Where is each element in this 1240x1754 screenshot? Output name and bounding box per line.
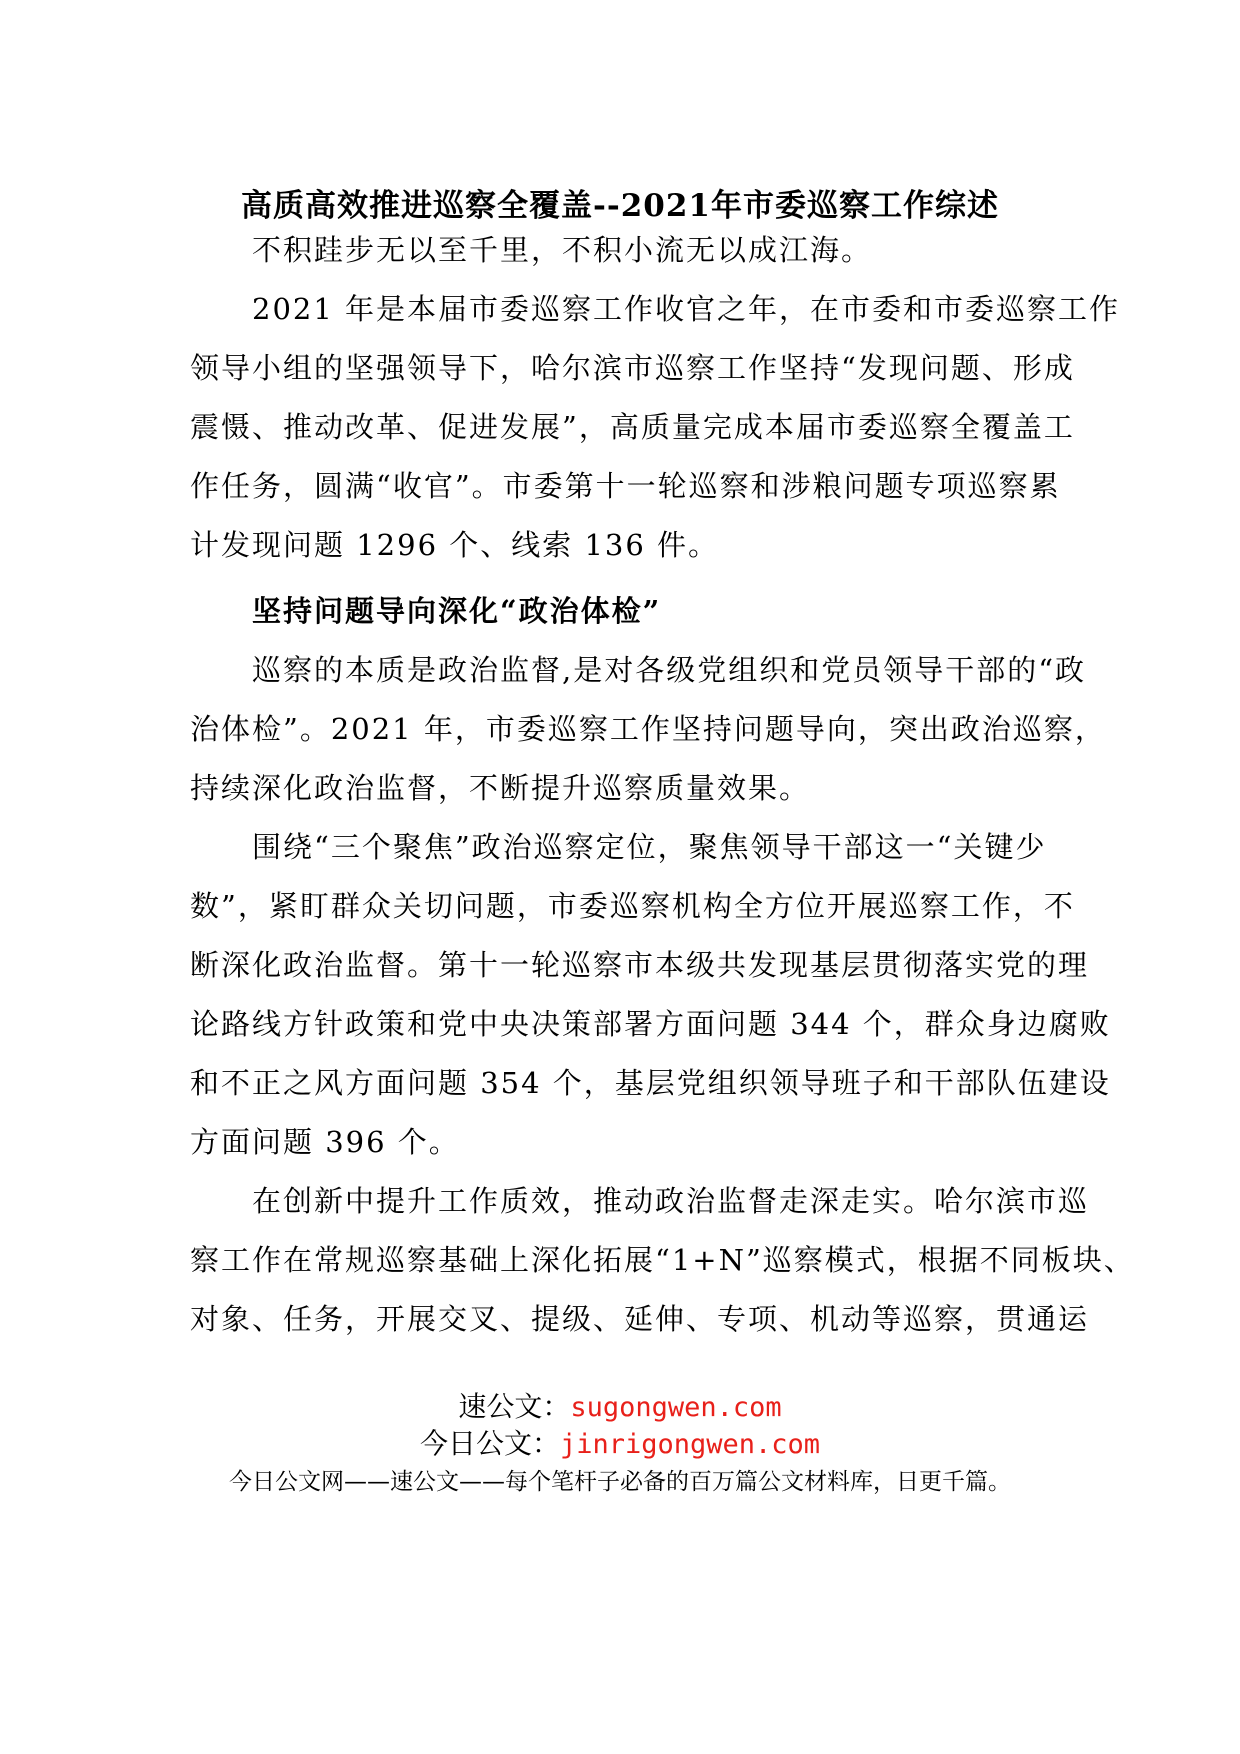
paragraph-line: 方面问题 396 个。: [190, 1125, 460, 1159]
paragraph-line: 和不正之风方面问题 354 个，基层党组织领导班子和干部队伍建设: [190, 1066, 1111, 1100]
paragraph-line: 巡察的本质是政治监督,是对各级党组织和党员领导干部的“政: [252, 653, 1087, 687]
footer-label: 速公文：: [458, 1390, 571, 1423]
paragraph-line: 围绕“三个聚焦”政治巡察定位，聚焦领导干部这一“关键少: [252, 830, 1047, 864]
footer-label: 今日公文：: [419, 1427, 560, 1460]
paragraph-line: 对象、任务，开展交叉、提级、延伸、专项、机动等巡察，贯通运: [190, 1302, 1090, 1336]
paragraph-line: 数”，紧盯群众关切问题，市委巡察机构全方位开展巡察工作，不: [190, 889, 1075, 923]
footer-slogan: 今日公文网——速公文——每个笔杆子必备的百万篇公文材料库，日更千篇。: [229, 1469, 1011, 1495]
footer-link-jinrigongwen[interactable]: jinrigongwen.com: [559, 1429, 821, 1460]
section-heading: 坚持问题导向深化“政治体检”: [252, 594, 662, 628]
paragraph-line: 作任务，圆满“收官”。市委第十一轮巡察和涉粮问题专项巡察累: [190, 469, 1061, 503]
paragraph-line: 领导小组的坚强领导下，哈尔滨市巡察工作坚持“发现问题、形成: [190, 351, 1075, 385]
paragraph-line: 断深化政治监督。第十一轮巡察市本级共发现基层贯彻落实党的理: [190, 948, 1090, 982]
paragraph-line: 察工作在常规巡察基础上深化拓展“1+N”巡察模式，根据不同板块、: [190, 1243, 1135, 1277]
paragraph-line: 震慑、推动改革、促进发展”，高质量完成本届市委巡察全覆盖工: [190, 410, 1075, 444]
footer-sugongwen: [0, 1385, 1240, 1425]
footer-jinrigongwen: [0, 1422, 1240, 1462]
paragraph-line: 不积跬步无以至千里，不积小流无以成江海。: [252, 233, 873, 267]
paragraph-line: 在创新中提升工作质效，推动政治监督走深走实。哈尔滨市巡: [252, 1184, 1090, 1218]
paragraph-line: 论路线方针政策和党中央决策部署方面问题 344 个，群众身边腐败: [190, 1007, 1111, 1041]
paragraph-line: 治体检”。2021 年，市委巡察工作坚持问题导向，突出政治巡察，: [190, 712, 1106, 746]
paragraph-line: 2021 年是本届市委巡察工作收官之年，在市委和市委巡察工作: [252, 292, 1121, 326]
document-title: 高质高效推进巡察全覆盖--2021年市委巡察工作综述: [240, 188, 999, 224]
paragraph-line: 持续深化政治监督，不断提升巡察质量效果。: [190, 771, 811, 805]
paragraph-line: 计发现问题 1296 个、线索 136 件。: [190, 528, 720, 562]
footer-link-sugongwen[interactable]: sugongwen.com: [570, 1392, 782, 1423]
